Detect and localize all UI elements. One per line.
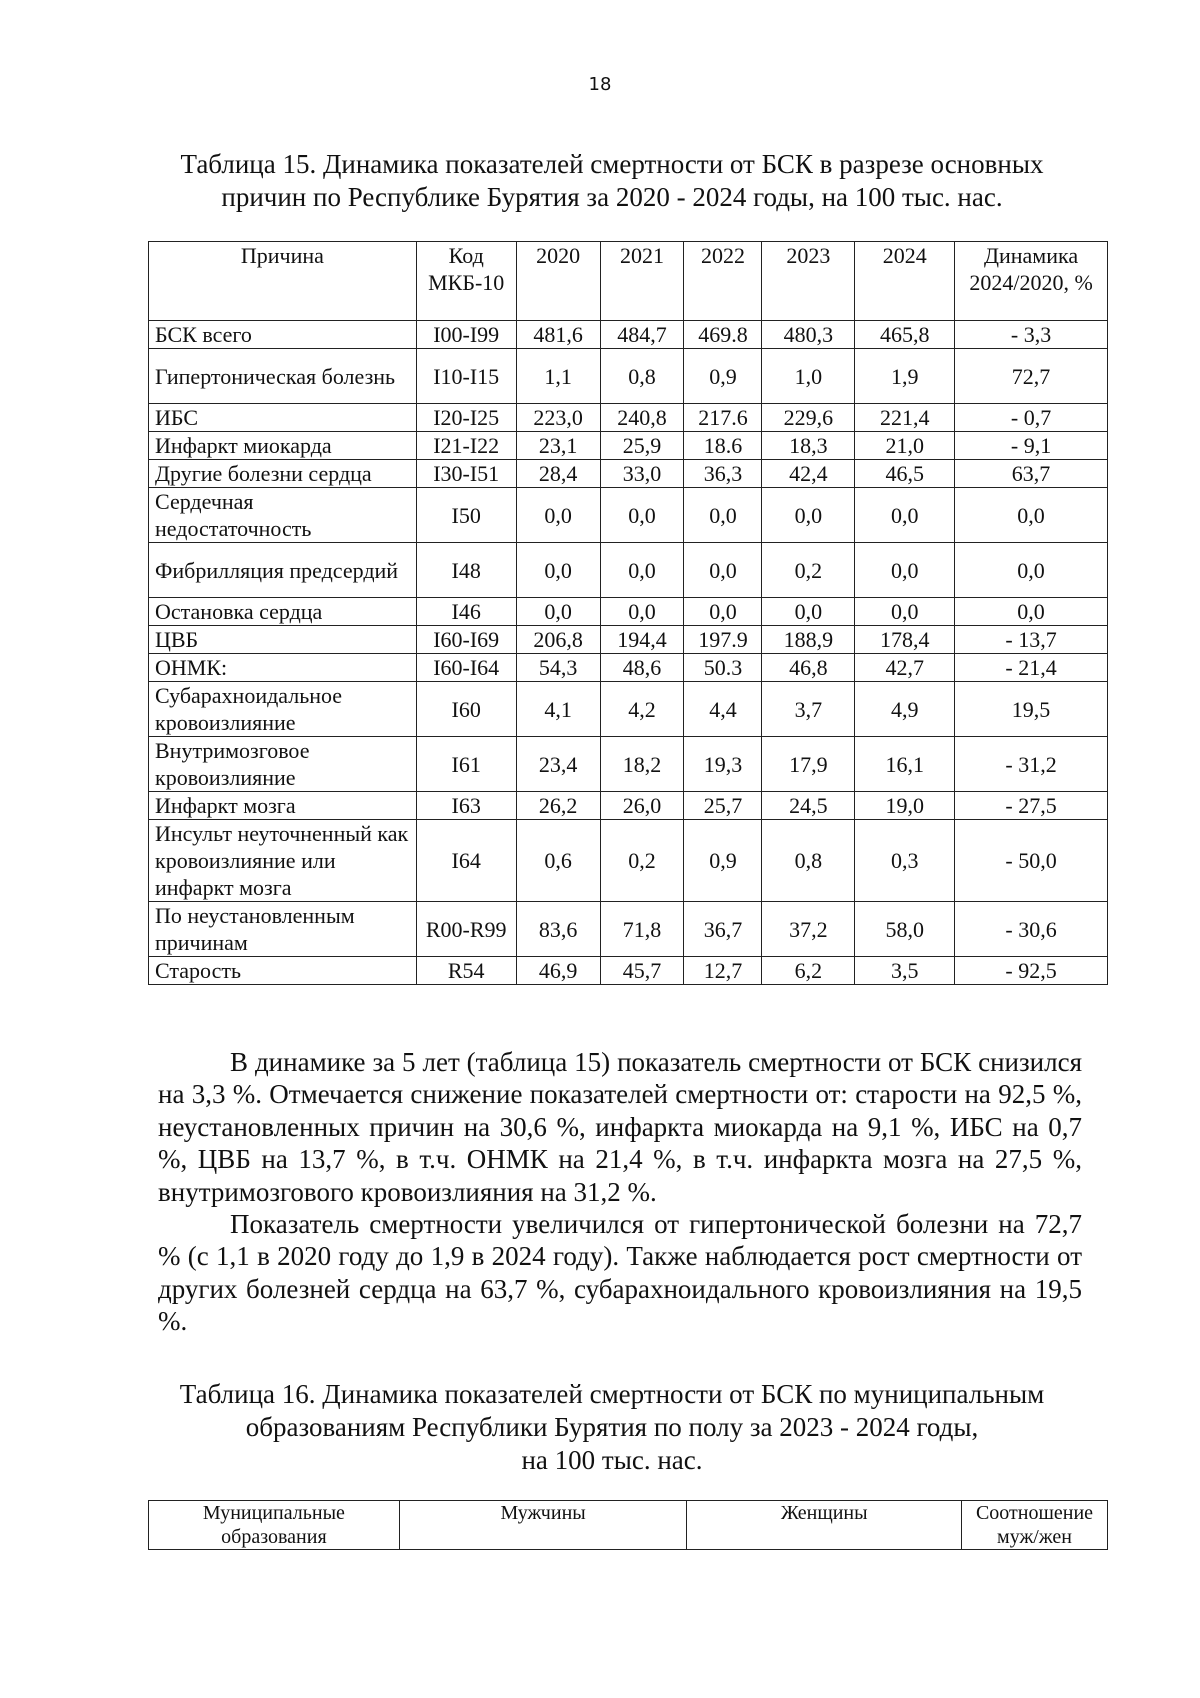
dynamics-cell: - 3,3 [955,321,1108,349]
value-cell: 54,3 [516,654,600,682]
table16-caption-line: на 100 тыс. нас. [521,1445,703,1475]
dynamics-cell: 0,0 [955,543,1108,598]
value-cell: 42,4 [762,460,855,488]
value-cell: 0,0 [600,543,684,598]
value-cell: 6,2 [762,957,855,985]
table16 [148,1500,1108,1550]
value-cell: 1,0 [762,349,855,404]
dynamics-cell: - 13,7 [955,626,1108,654]
cause-cell: ОНМК: [149,654,417,682]
header-year-2023: 2023 [762,242,855,321]
header-women: Женщины [687,1501,962,1550]
value-cell: 0,0 [516,598,600,626]
dynamics-cell: - 21,4 [955,654,1108,682]
value-cell: 50.3 [684,654,762,682]
table-row [149,626,1108,654]
icd-code-cell: I60-I69 [416,626,516,654]
icd-code-cell: I64 [416,820,516,902]
value-cell: 0,8 [762,820,855,902]
dynamics-cell: - 9,1 [955,432,1108,460]
value-cell: 0,0 [762,488,855,543]
cause-cell: Субарахноидальное кровоизлияние [149,682,417,737]
value-cell: 71,8 [600,902,684,957]
value-cell: 178,4 [855,626,955,654]
value-cell: 46,8 [762,654,855,682]
value-cell: 37,2 [762,902,855,957]
value-cell: 229,6 [762,404,855,432]
value-cell: 58,0 [855,902,955,957]
value-cell: 1,9 [855,349,955,404]
table-row [149,682,1108,737]
icd-code-cell: R00-R99 [416,902,516,957]
table-row [149,543,1108,598]
value-cell: 188,9 [762,626,855,654]
icd-code-cell: I50 [416,488,516,543]
icd-code-cell: I10-I15 [416,349,516,404]
value-cell: 4,4 [684,682,762,737]
dynamics-cell: 0,0 [955,598,1108,626]
value-cell: 18.6 [684,432,762,460]
value-cell: 23,4 [516,737,600,792]
table15-caption [148,148,1076,214]
value-cell: 221,4 [855,404,955,432]
cause-cell: Внутримозговое кровоизлияние [149,737,417,792]
table15-body [149,321,1108,985]
value-cell: 0,6 [516,820,600,902]
value-cell: 0,0 [855,543,955,598]
value-cell: 36,7 [684,902,762,957]
value-cell: 46,9 [516,957,600,985]
icd-code-cell: I61 [416,737,516,792]
table16-caption-line: Таблица 16. Динамика показателей смертности от БСК по муниципальным [179,1379,1045,1409]
cause-cell: ИБС [149,404,417,432]
table-row [149,820,1108,902]
table16-caption [148,1378,1076,1477]
header-cause: Причина [149,242,417,321]
header-dynamics: Динамика 2024/2020, % [955,242,1108,321]
value-cell: 0,0 [684,488,762,543]
header-year-2024: 2024 [855,242,955,321]
page-number: 18 [588,74,612,95]
value-cell: 25,9 [600,432,684,460]
header-ratio: Соотношение муж/жен [962,1501,1108,1550]
value-cell: 480,3 [762,321,855,349]
icd-code-cell: I60-I64 [416,654,516,682]
cause-cell: Фибрилляция предсердий [149,543,417,598]
value-cell: 24,5 [762,792,855,820]
table16-caption-line: образованиям Республики Бурятия по полу за 2023 - 2024 годы, [245,1412,979,1442]
value-cell: 197.9 [684,626,762,654]
cause-cell: По неустановленным причинам [149,902,417,957]
dynamics-cell: - 0,7 [955,404,1108,432]
value-cell: 4,9 [855,682,955,737]
cause-cell: Сердечная недостаточность [149,488,417,543]
value-cell: 1,1 [516,349,600,404]
table15-caption-line: причин по Республике Бурятия за 2020 - 2024 годы, на 100 тыс. нас. [221,182,1003,212]
header-icd-code: Код МКБ-10 [416,242,516,321]
paragraph: В динамике за 5 лет (таблица 15) показатель смертности от БСК снизился на 3,3 %. Отмечается снижение показателей смертности от: старости на 92,5 %, неустановленных причин на 30,6 %, инфаркта миокарда на 9,1 %, ИБС на 0,7 %, ЦВБ на 13,7 %, в т.ч. ОНМК на 21,4 %, в т.ч. инфаркта мозга на 27,5 %, внутримозгового кровоизлияния на 31,2 %. [158,1047,1082,1207]
value-cell: 0,0 [855,488,955,543]
value-cell: 0,3 [855,820,955,902]
value-cell: 0,0 [684,543,762,598]
value-cell: 240,8 [600,404,684,432]
value-cell: 3,7 [762,682,855,737]
value-cell: 465,8 [855,321,955,349]
value-cell: 0,0 [684,598,762,626]
icd-code-cell: I30-I51 [416,460,516,488]
icd-code-cell: I60 [416,682,516,737]
cause-cell: Инфаркт миокарда [149,432,417,460]
value-cell: 45,7 [600,957,684,985]
value-cell: 223,0 [516,404,600,432]
value-cell: 0,0 [762,598,855,626]
value-cell: 0,2 [762,543,855,598]
value-cell: 26,0 [600,792,684,820]
cause-cell: БСК всего [149,321,417,349]
table-row [149,432,1108,460]
value-cell: 0,0 [516,543,600,598]
dynamics-cell: - 31,2 [955,737,1108,792]
value-cell: 217.6 [684,404,762,432]
value-cell: 12,7 [684,957,762,985]
value-cell: 36,3 [684,460,762,488]
cause-cell: Старость [149,957,417,985]
value-cell: 18,3 [762,432,855,460]
cause-cell: ЦВБ [149,626,417,654]
table15 [148,241,1108,985]
table-row [149,404,1108,432]
cause-cell: Остановка сердца [149,598,417,626]
table-row [149,349,1108,404]
table-row [149,957,1108,985]
dynamics-cell: - 30,6 [955,902,1108,957]
value-cell: 26,2 [516,792,600,820]
value-cell: 4,2 [600,682,684,737]
value-cell: 194,4 [600,626,684,654]
icd-code-cell: I63 [416,792,516,820]
icd-code-cell: R54 [416,957,516,985]
value-cell: 21,0 [855,432,955,460]
value-cell: 0,0 [600,488,684,543]
value-cell: 17,9 [762,737,855,792]
paragraph: Показатель смертности увеличился от гипертонической болезни на 72,7 % (с 1,1 в 2020 году до 1,9 в 2024 году). Также наблюдается рост смертности от других болезней сердца на 63,7 %, субарахноидального кровоизлияния на 19,5 %. [158,1209,1082,1337]
icd-code-cell: I48 [416,543,516,598]
value-cell: 206,8 [516,626,600,654]
table-row [149,321,1108,349]
value-cell: 42,7 [855,654,955,682]
header-year-2022: 2022 [684,242,762,321]
header-men: Мужчины [399,1501,687,1550]
value-cell: 23,1 [516,432,600,460]
value-cell: 19,0 [855,792,955,820]
value-cell: 19,3 [684,737,762,792]
icd-code-cell: I00-I99 [416,321,516,349]
dynamics-cell: 63,7 [955,460,1108,488]
icd-code-cell: I21-I22 [416,432,516,460]
table15-caption-line: Таблица 15. Динамика показателей смертности от БСК в разрезе основных [180,149,1044,179]
header-municipality: Муниципальные образования [149,1501,400,1550]
value-cell: 3,5 [855,957,955,985]
table-row [149,598,1108,626]
table-row [149,460,1108,488]
value-cell: 25,7 [684,792,762,820]
value-cell: 16,1 [855,737,955,792]
dynamics-cell: 0,0 [955,488,1108,543]
value-cell: 0,0 [516,488,600,543]
table-row [149,737,1108,792]
value-cell: 28,4 [516,460,600,488]
dynamics-cell: - 27,5 [955,792,1108,820]
table-row [149,792,1108,820]
dynamics-cell: - 92,5 [955,957,1108,985]
value-cell: 18,2 [600,737,684,792]
cause-cell: Инфаркт мозга [149,792,417,820]
dynamics-cell: 19,5 [955,682,1108,737]
value-cell: 0,9 [684,820,762,902]
value-cell: 0,0 [855,598,955,626]
value-cell: 0,0 [600,598,684,626]
dynamics-cell: 72,7 [955,349,1108,404]
header-year-2021: 2021 [600,242,684,321]
value-cell: 0,2 [600,820,684,902]
dynamics-cell: - 50,0 [955,820,1108,902]
value-cell: 83,6 [516,902,600,957]
cause-cell: Инсульт неуточненный как кровоизлияние или инфаркт мозга [149,820,417,902]
cause-cell: Другие болезни сердца [149,460,417,488]
value-cell: 481,6 [516,321,600,349]
value-cell: 4,1 [516,682,600,737]
table-row [149,902,1108,957]
icd-code-cell: I46 [416,598,516,626]
value-cell: 48,6 [600,654,684,682]
value-cell: 469.8 [684,321,762,349]
icd-code-cell: I20-I25 [416,404,516,432]
value-cell: 0,9 [684,349,762,404]
table-row [149,488,1108,543]
value-cell: 33,0 [600,460,684,488]
cause-cell: Гипертоническая болезнь [149,349,417,404]
body-text [158,1046,1082,1338]
table-row [149,654,1108,682]
header-year-2020: 2020 [516,242,600,321]
value-cell: 484,7 [600,321,684,349]
value-cell: 46,5 [855,460,955,488]
value-cell: 0,8 [600,349,684,404]
